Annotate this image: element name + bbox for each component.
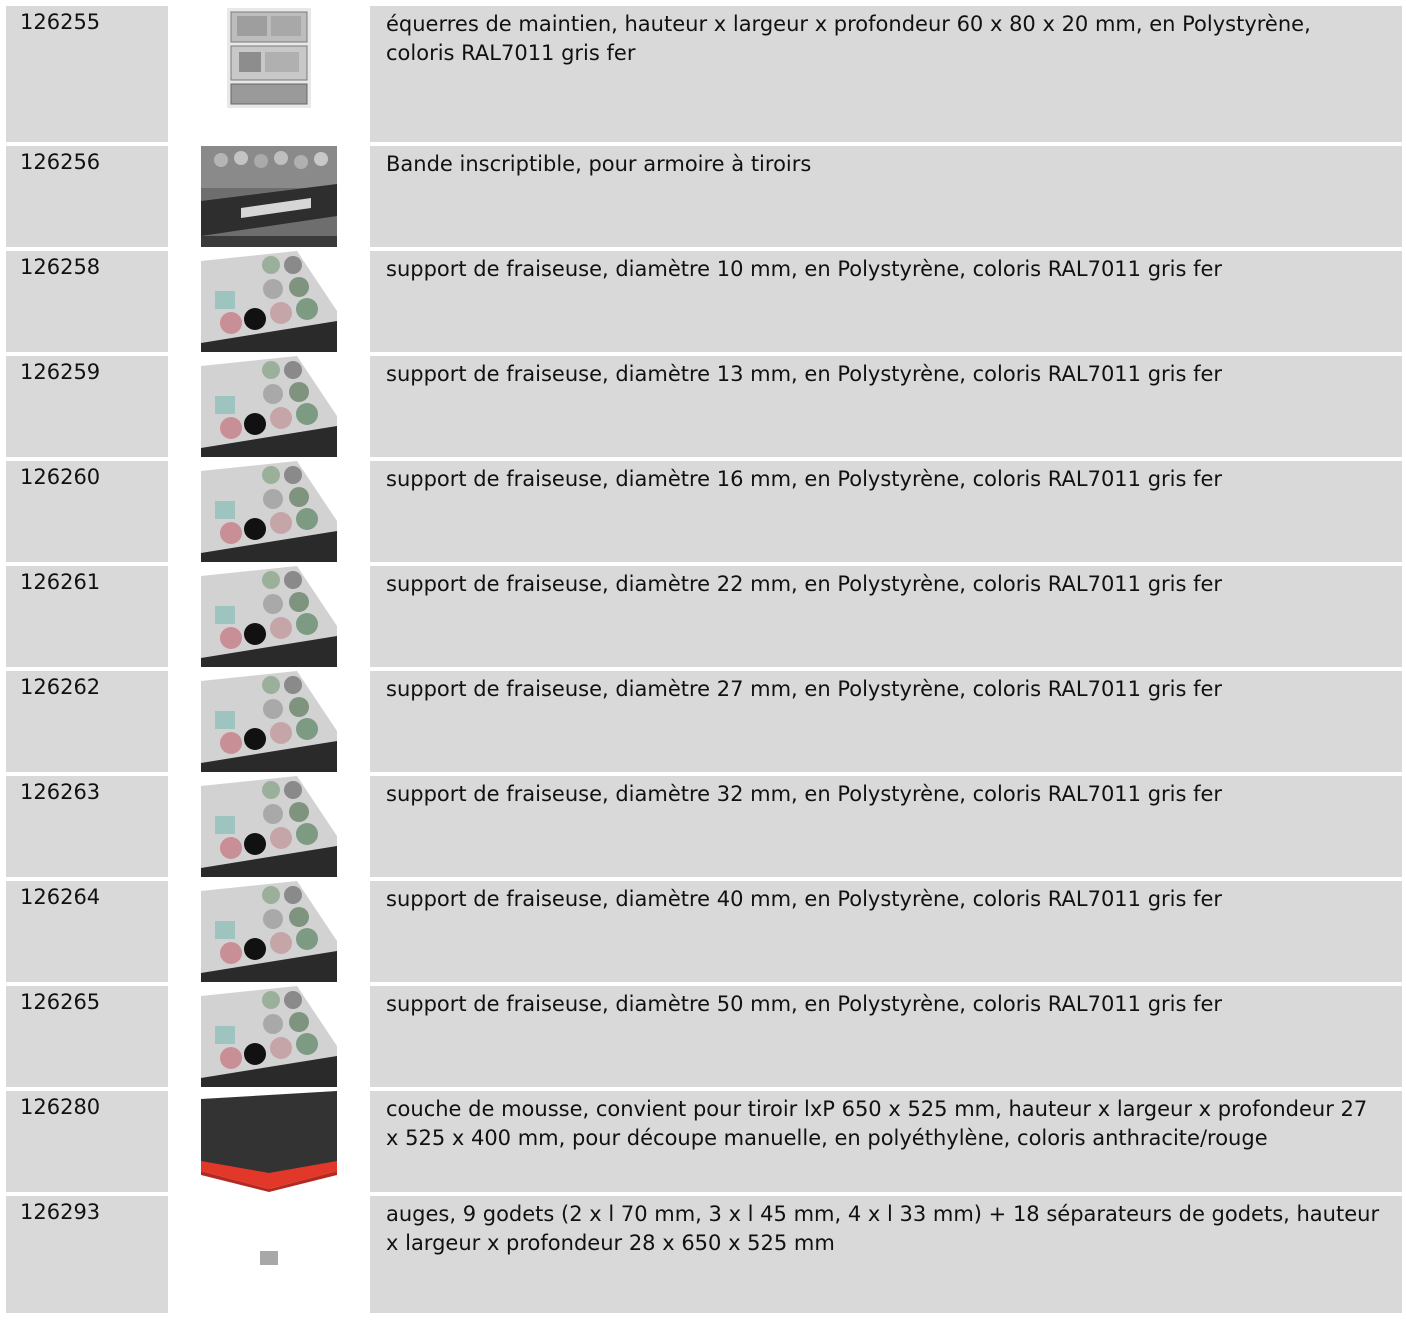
table-row — [6, 247, 1402, 352]
product-thumbnail — [168, 6, 370, 142]
table-row — [6, 352, 1402, 457]
milling-holder-image — [201, 566, 337, 667]
product-thumbnail — [168, 562, 370, 667]
product-description: support de fraiseuse, diamètre 13 mm, en Polystyrène, coloris RAL7011 gris fer — [370, 352, 1402, 457]
milling-holder-image — [201, 986, 337, 1087]
product-thumbnail — [168, 982, 370, 1087]
product-thumbnail — [168, 772, 370, 877]
product-description: équerres de maintien, hauteur x largeur x profondeur 60 x 80 x 20 mm, en Polystyrène, coloris RAL7011 gris fer — [370, 6, 1402, 142]
milling-holder-image — [201, 251, 337, 352]
article-number: 126259 — [6, 352, 168, 457]
product-thumbnail — [168, 457, 370, 562]
milling-holder-image — [201, 881, 337, 982]
product-description: support de fraiseuse, diamètre 22 mm, en Polystyrène, coloris RAL7011 gris fer — [370, 562, 1402, 667]
milling-holder-image — [201, 776, 337, 877]
article-number: 126255 — [6, 6, 168, 142]
product-thumbnail — [168, 1192, 370, 1313]
product-description: support de fraiseuse, diamètre 10 mm, en Polystyrène, coloris RAL7011 gris fer — [370, 247, 1402, 352]
table-row — [6, 877, 1402, 982]
drawer-label-strip-image — [201, 146, 337, 247]
milling-holder-image — [201, 356, 337, 457]
product-thumbnail — [168, 247, 370, 352]
product-description: Bande inscriptible, pour armoire à tiroirs — [370, 142, 1402, 247]
article-number: 126260 — [6, 457, 168, 562]
milling-holder-image — [201, 671, 337, 772]
article-number: 126280 — [6, 1087, 168, 1192]
product-description: support de fraiseuse, diamètre 32 mm, en Polystyrène, coloris RAL7011 gris fer — [370, 772, 1402, 877]
product-description: couche de mousse, convient pour tiroir lxP 650 x 525 mm, hauteur x largeur x profondeur 27 x 525 x 400 mm, pour découpe manuelle, en polyéthylène, coloris anthracite/rouge — [370, 1087, 1402, 1192]
product-description: auges, 9 godets (2 x l 70 mm, 3 x l 45 mm, 4 x l 33 mm) + 18 séparateurs de godets, hauteur x largeur x profondeur 28 x 650 x 525 mm — [370, 1192, 1402, 1313]
milling-holder-image — [201, 461, 337, 562]
table-row — [6, 6, 1402, 142]
table-row — [6, 457, 1402, 562]
foam-layer-image — [201, 1091, 337, 1192]
product-description: support de fraiseuse, diamètre 50 mm, en Polystyrène, coloris RAL7011 gris fer — [370, 982, 1402, 1087]
product-thumbnail — [168, 142, 370, 247]
table-row — [6, 772, 1402, 877]
article-number: 126262 — [6, 667, 168, 772]
product-thumbnail — [168, 877, 370, 982]
article-number: 126261 — [6, 562, 168, 667]
table-row — [6, 1192, 1402, 1313]
image-placeholder-icon — [260, 1251, 278, 1265]
article-number: 126293 — [6, 1192, 168, 1313]
product-table — [6, 6, 1402, 1313]
product-thumbnail — [168, 667, 370, 772]
article-number: 126258 — [6, 247, 168, 352]
table-row — [6, 562, 1402, 667]
table-row — [6, 667, 1402, 772]
table-row — [6, 982, 1402, 1087]
product-thumbnail — [168, 1087, 370, 1192]
article-number: 126264 — [6, 877, 168, 982]
product-description: support de fraiseuse, diamètre 27 mm, en Polystyrène, coloris RAL7011 gris fer — [370, 667, 1402, 772]
table-row — [6, 142, 1402, 247]
product-thumbnail — [168, 352, 370, 457]
article-number: 126263 — [6, 772, 168, 877]
drawer-dividers-image — [223, 6, 315, 112]
product-description: support de fraiseuse, diamètre 40 mm, en Polystyrène, coloris RAL7011 gris fer — [370, 877, 1402, 982]
article-number: 126265 — [6, 982, 168, 1087]
table-row — [6, 1087, 1402, 1192]
product-description: support de fraiseuse, diamètre 16 mm, en Polystyrène, coloris RAL7011 gris fer — [370, 457, 1402, 562]
article-number: 126256 — [6, 142, 168, 247]
